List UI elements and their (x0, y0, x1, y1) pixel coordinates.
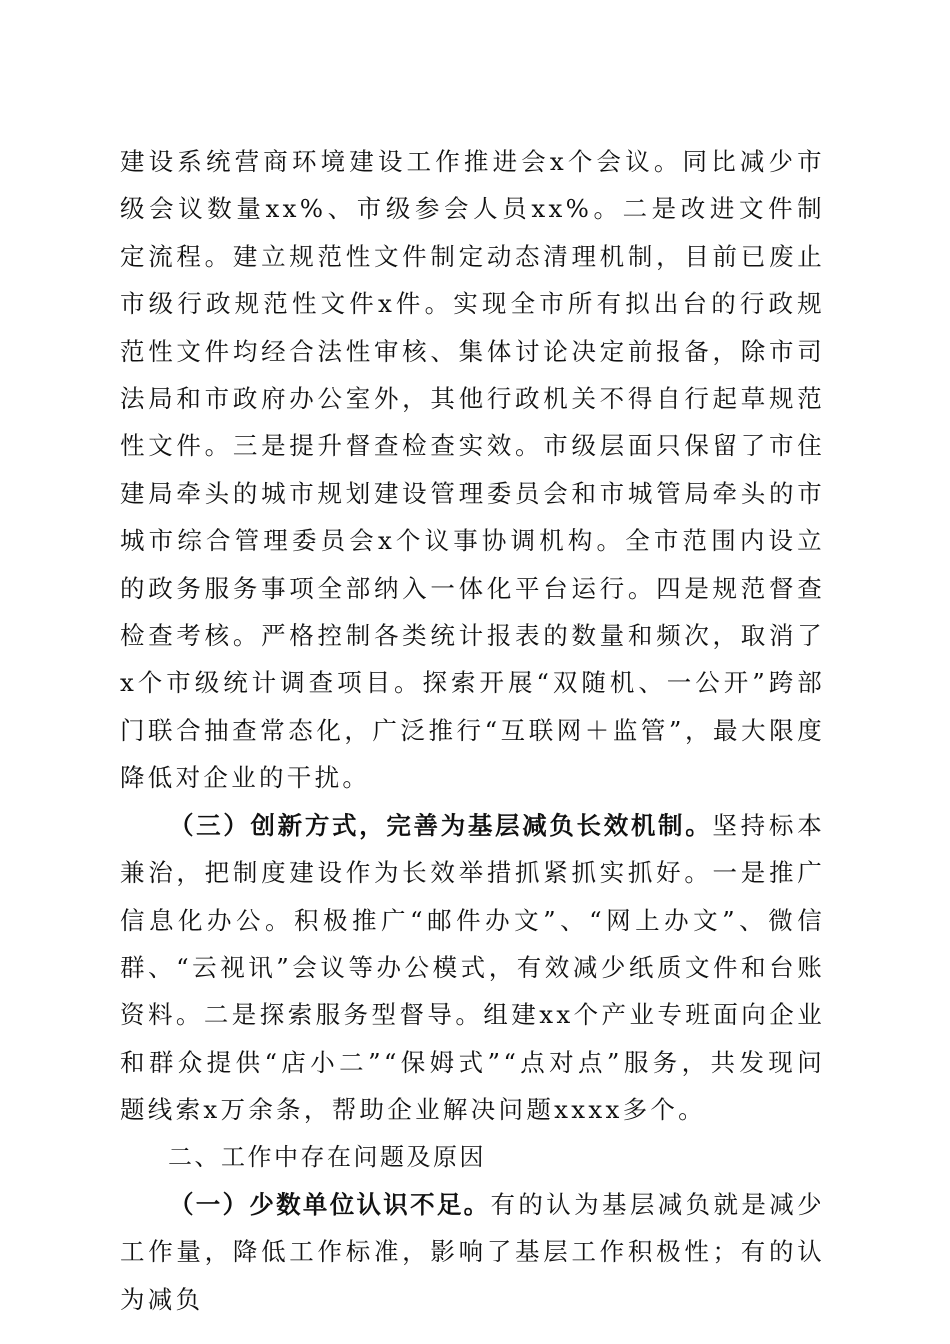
document-body (120, 138, 825, 1323)
paragraph-continued (120, 138, 825, 802)
paragraph-text: 建设系统营商环境建设工作推进会x个会议。同比减少市级会议数量xx%、市级参会人员xx%。二是改进文件制定流程。建立规范性文件制定动态清理机制，目前已废止市级行政规范性文件x件。实现全市所有拟出台的行政规范性文件均经合法性审核、集体讨论决定前报备，除市司法局和市政府办公室外，其他行政机关不得自行起草规范性文件。三是提升督查检查实效。市级层面只保留了市住建局牵头的城市规划建设管理委员会和市城管局牵头的市城市综合管理委员会x个议事协调机构。全市范围内设立的政务服务事项全部纳入一体化平台运行。四是规范督查检查考核。严格控制各类统计报表的数量和频次，取消了x个市级统计调查项目。探索开展“双随机、一公开”跨部门联合抽查常态化，广泛推行“互联网＋监管”，最大限度降低对企业的干扰。 (120, 147, 825, 793)
paragraph-problems (120, 1181, 825, 1323)
paragraph-innovation (120, 802, 825, 1134)
paragraph-lead-heading: （一）少数单位认识不足。 (169, 1189, 491, 1219)
section-heading: 二、工作中存在问题及原因 (168, 1142, 486, 1171)
paragraph-text: 有的认为基层减负就是减少工作量，降低工作标准，影响了基层工作积极性；有的认为减负 (120, 1189, 825, 1314)
paragraph-text: 坚持标本兼治，把制度建设作为长效举措抓紧抓实抓好。一是推广信息化办公。积极推广“邮件办文”、“网上办文”、微信群、“云视讯”会议等办公模式，有效减少纸质文件和台账资料。二是探索服务型督导。组建xx个产业专班面向企业和群众提供“店小二”“保姆式”“点对点”服务，共发现问题线索x万余条，帮助企业解决问题xxxx多个。 (120, 810, 825, 1125)
paragraph-lead-heading: （三）创新方式，完善为基层减负长效机制。 (169, 810, 713, 840)
